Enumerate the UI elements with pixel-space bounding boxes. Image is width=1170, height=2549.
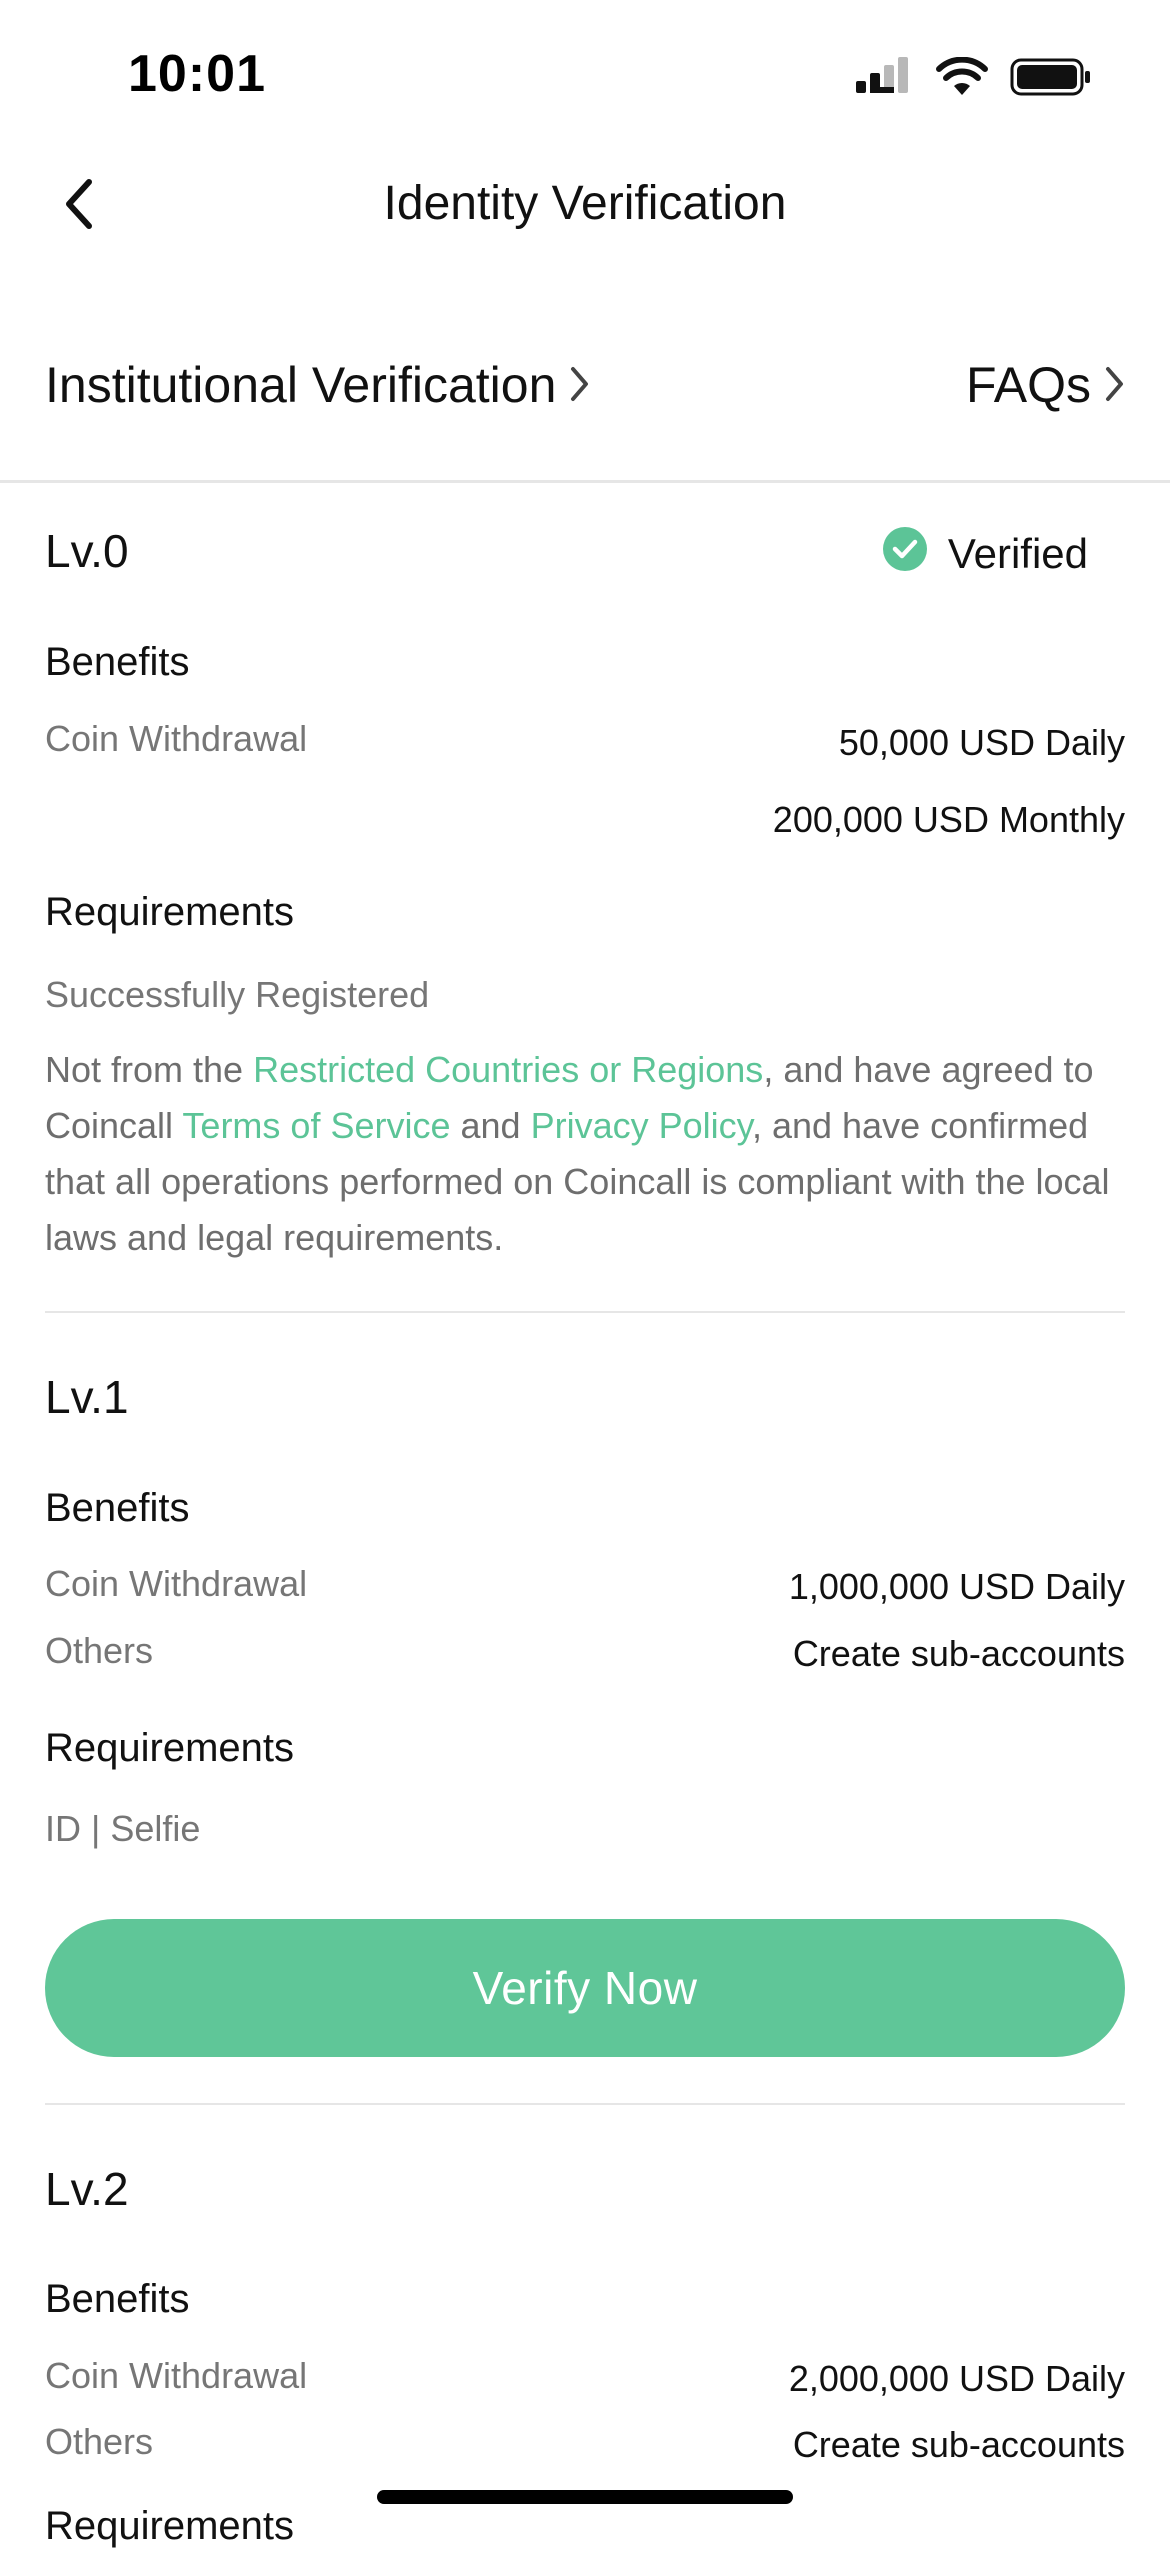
compliance-text-1: Not from the bbox=[45, 1049, 254, 1090]
verified-label: Verified bbox=[947, 530, 1088, 577]
compliance-text-3: and bbox=[450, 1105, 531, 1146]
compliance-text-2: , and have agreed to Coincall bbox=[45, 1049, 1094, 1146]
level-1-others-label: Others bbox=[45, 1630, 154, 1671]
level-0-coin-withdrawal-label: Coin Withdrawal bbox=[45, 718, 308, 759]
restricted-countries-link[interactable]: Restricted Countries or Regions bbox=[253, 1049, 764, 1090]
level-2-daily-limit: 2,000,000 USD Daily bbox=[788, 2358, 1125, 2399]
level-0-daily-limit: 50,000 USD Daily bbox=[838, 722, 1125, 763]
section-divider bbox=[45, 1311, 1125, 1313]
status-icons bbox=[856, 56, 1092, 102]
level-2-title: Lv.2 bbox=[45, 2163, 129, 2215]
level-2-benefits-heading: Benefits bbox=[45, 2277, 190, 2321]
level-1-requirements-heading: Requirements bbox=[45, 1726, 295, 1770]
chevron-right-icon bbox=[570, 356, 590, 414]
battery-icon bbox=[1010, 57, 1092, 102]
check-circle-icon bbox=[882, 526, 928, 582]
status-time: 10:01 bbox=[128, 45, 266, 103]
signal-icon bbox=[856, 57, 914, 102]
level-0-benefits-heading: Benefits bbox=[45, 640, 190, 684]
chevron-right-icon bbox=[1105, 356, 1125, 414]
header-divider bbox=[0, 480, 1170, 483]
home-indicator[interactable] bbox=[377, 2490, 793, 2504]
level-2-others-label: Others bbox=[45, 2421, 154, 2462]
level-1-others-value: Create sub-accounts bbox=[792, 1633, 1125, 1674]
level-1-benefits-heading: Benefits bbox=[45, 1486, 190, 1530]
level-2-coin-withdrawal-label: Coin Withdrawal bbox=[45, 2355, 308, 2396]
level-0-requirements-heading: Requirements bbox=[45, 890, 295, 934]
institutional-verification-label: Institutional Verification bbox=[45, 357, 557, 413]
section-divider bbox=[45, 2103, 1125, 2105]
level-0-requirement-compliance bbox=[45, 1042, 1135, 1266]
compliance-text-4: , and have confirmed that all operations performed on Coincall is compliant with the local laws and legal requirements. bbox=[45, 1105, 1110, 1258]
level-2-requirements-heading: Requirements bbox=[45, 2504, 295, 2548]
verify-now-button[interactable]: Verify Now bbox=[45, 1919, 1125, 2057]
terms-of-service-link[interactable]: Terms of Service bbox=[182, 1105, 451, 1146]
wifi-icon bbox=[936, 57, 988, 102]
level-1-title: Lv.1 bbox=[45, 1371, 129, 1423]
level-2-others-value: Create sub-accounts bbox=[792, 2424, 1125, 2465]
level-1-coin-withdrawal-label: Coin Withdrawal bbox=[45, 1563, 308, 1604]
level-1-daily-limit: 1,000,000 USD Daily bbox=[788, 1566, 1125, 1607]
level-0-title: Lv.0 bbox=[45, 525, 129, 577]
level-0-monthly-limit: 200,000 USD Monthly bbox=[772, 799, 1125, 840]
faqs-label: FAQs bbox=[965, 357, 1091, 413]
page-title: Identity Verification bbox=[383, 177, 787, 230]
institutional-verification-link[interactable] bbox=[45, 356, 590, 414]
faqs-link[interactable] bbox=[966, 356, 1125, 414]
links-row bbox=[45, 352, 1125, 418]
privacy-policy-link[interactable]: Privacy Policy bbox=[530, 1105, 752, 1146]
verified-badge bbox=[882, 524, 1088, 584]
level-1-requirement-id-selfie: ID | Selfie bbox=[45, 1808, 201, 1849]
level-0-requirement-registered: Successfully Registered bbox=[45, 974, 430, 1015]
